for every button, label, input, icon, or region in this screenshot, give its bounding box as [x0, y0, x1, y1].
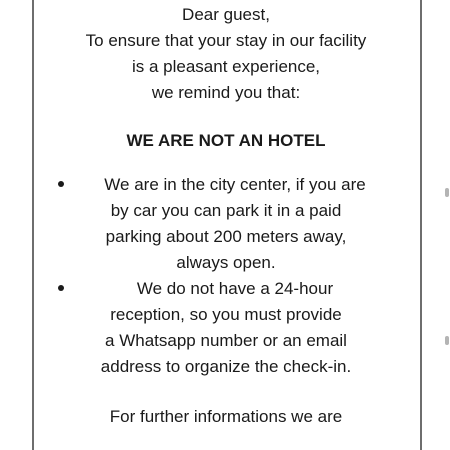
edge-mark-icon — [445, 188, 449, 197]
card-left-border — [32, 0, 34, 450]
footer-text — [36, 404, 416, 430]
footer-line: For further informations we are — [109, 407, 343, 426]
bullet-line: reception, so you must provide — [110, 305, 342, 324]
notice-heading: WE ARE NOT AN HOTEL — [126, 131, 326, 150]
bullet-line: We are in the city center, if you are — [104, 175, 366, 194]
bullet-dot-icon — [58, 285, 64, 291]
bullet-line: by car you can park it in a paid — [110, 201, 342, 220]
bullet-line: address to organize the check-in. — [100, 357, 352, 376]
greeting-line: is a pleasant experience, — [131, 57, 321, 76]
greeting-line: Dear guest, — [182, 5, 270, 24]
bullet-item — [36, 276, 416, 380]
bullet-line: a Whatsapp number or an email — [105, 331, 347, 350]
greeting-block — [36, 2, 416, 106]
bullet-dot-icon — [58, 181, 64, 187]
edge-mark-icon — [445, 336, 449, 345]
bullet-item — [36, 172, 416, 276]
card-right-border — [420, 0, 422, 450]
bullet-line: parking about 200 meters away, — [105, 227, 347, 246]
greeting-line: we remind you that: — [151, 83, 301, 102]
notice-card — [36, 2, 416, 430]
bullet-line: always open. — [176, 253, 276, 272]
greeting-line: To ensure that your stay in our facility — [85, 31, 367, 50]
bullet-line: We do not have a 24-hour — [136, 279, 334, 298]
